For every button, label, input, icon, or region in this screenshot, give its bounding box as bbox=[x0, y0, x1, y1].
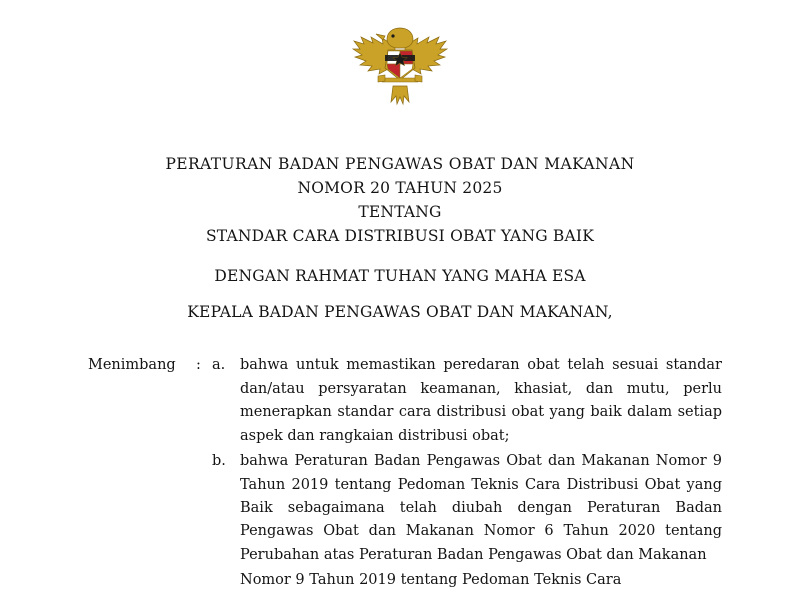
invocation-line: DENGAN RAHMAT TUHAN YANG MAHA ESA bbox=[214, 267, 586, 286]
title-block bbox=[0, 152, 800, 324]
garuda-pancasila-emblem bbox=[352, 24, 448, 108]
emblem-container bbox=[0, 0, 800, 108]
considering-item-text-a: bahwa untuk memastikan peredaran obat telah sesuai standar dan/atau persyaratan keamanan, khasiat, dan mutu, perlu menerapkan standar cara distribusi obat yang baik dalam setiap aspek dan rangkaian distribusi obat; bbox=[240, 357, 722, 444]
considering-colon: : bbox=[196, 357, 201, 374]
authority-line: KEPALA BADAN PENGAWAS OBAT DAN MAKANAN, bbox=[187, 303, 613, 322]
considering-item-letter-b: b. bbox=[212, 453, 226, 470]
regulation-title-line-3: TENTANG bbox=[358, 203, 442, 222]
considering-label: Menimbang bbox=[88, 357, 176, 374]
considering-section bbox=[0, 354, 800, 593]
regulation-title-line-1: PERATURAN BADAN PENGAWAS OBAT DAN MAKANAN bbox=[165, 155, 635, 173]
regulation-title-line-2: NOMOR 20 TAHUN 2025 bbox=[297, 179, 503, 198]
considering-item-text-b: bahwa Peraturan Badan Pengawas Obat dan Makanan Nomor 9 Tahun 2019 tentang Pedoman Teknis Cara Distribusi Obat yang Baik sebagaimana telah diubah dengan Peraturan Badan Pengawas Obat dan Makanan Nomor 6 Tahun 2020 tentang Perubahan atas Peraturan Badan Pengawas Obat dan Makanan bbox=[240, 453, 722, 563]
considering-item-a bbox=[88, 354, 722, 448]
considering-item-b-clipped bbox=[88, 569, 722, 592]
considering-item-b bbox=[88, 450, 722, 567]
considering-clipped-line: Nomor 9 Tahun 2019 tentang Pedoman Teknis Cara bbox=[240, 572, 622, 589]
regulation-title-line-4: STANDAR CARA DISTRIBUSI OBAT YANG BAIK bbox=[205, 227, 595, 246]
considering-item-letter-a: a. bbox=[212, 357, 226, 374]
